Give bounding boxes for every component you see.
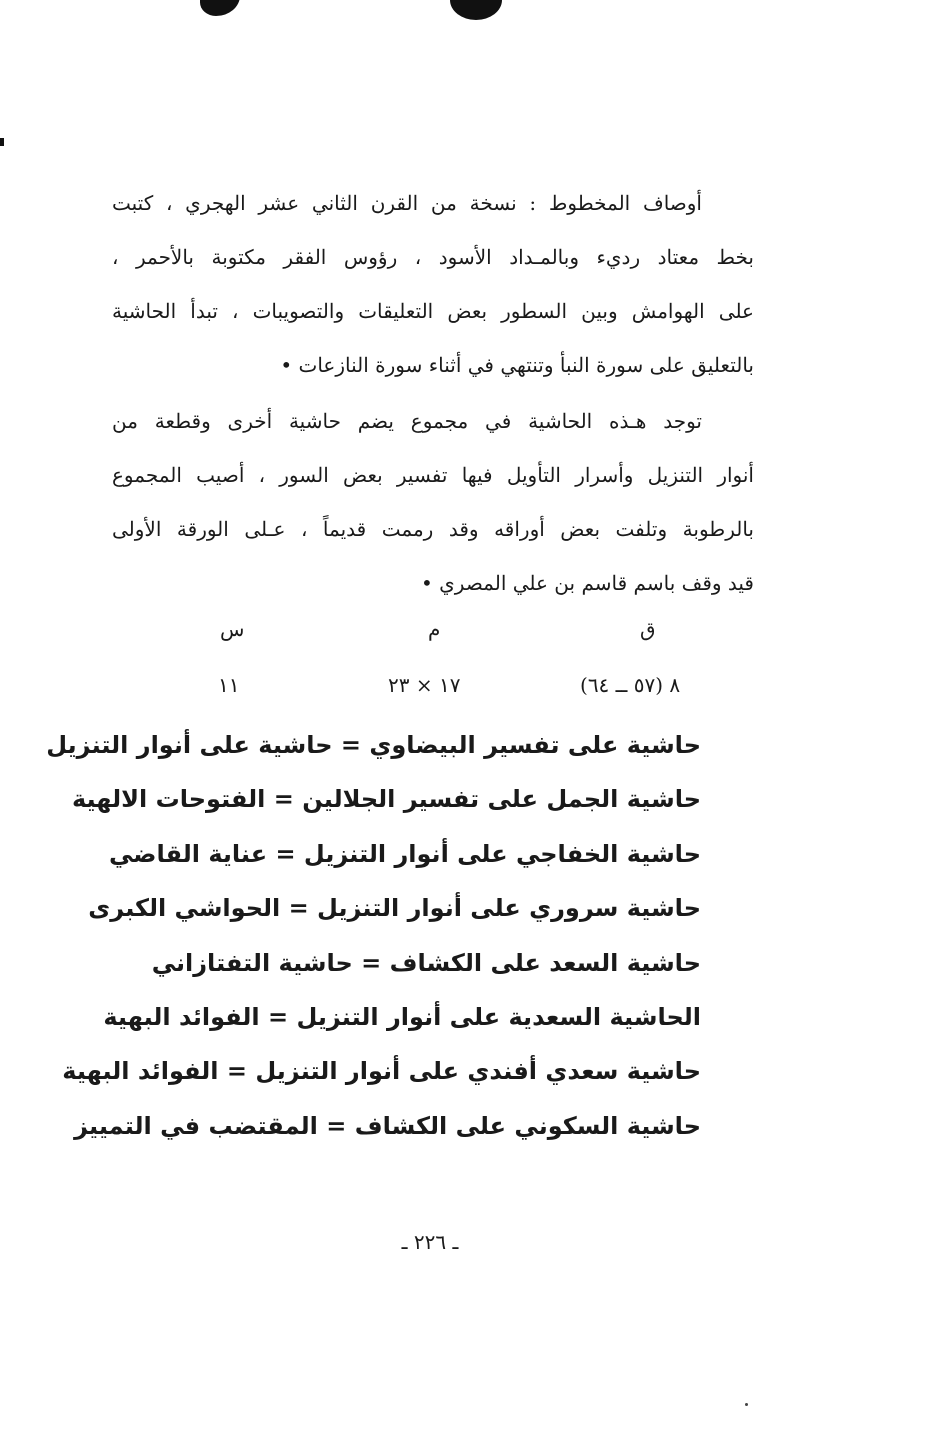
- title-entry: حاشية سعدي أفندي على أنوار التنزيل = الفوائد البهية: [62, 1057, 701, 1086]
- paragraph-line: بخط معتاد رديء وبالمـداد الأسود ، رؤوس الفقر مكتوبة بالأحمر ،: [112, 245, 755, 269]
- ink-blot-left: [200, 0, 240, 16]
- value-m: ١٧ × ٢٣: [388, 673, 461, 697]
- title-entry: حاشية سروري على أنوار التنزيل = الحواشي الكبرى: [88, 894, 701, 923]
- value-q: ٨ (٥٧ ــ ٦٤): [580, 673, 681, 697]
- paragraph-line: توجد هـذه الحاشية في مجموع يضم حاشية أخرى وقطعة من: [112, 409, 702, 433]
- manuscript-description-paragraph: [112, 176, 754, 392]
- title-entry: الحاشية السعدية على أنوار التنزيل = الفوائد البهية: [103, 1002, 701, 1031]
- page-number: ـ ٢٢٦ ـ: [401, 1230, 459, 1254]
- equivalent-titles-list: [46, 718, 701, 1153]
- paragraph-line: بالتعليق على سورة النبأ وتنتهي في أثناء سورة النازعات •: [280, 353, 754, 377]
- title-entry: حاشية الخفاجي على أنوار التنزيل = عناية القاضي: [108, 839, 701, 868]
- header-q: ق: [640, 617, 656, 641]
- paragraph-line: أنوار التنزيل وأسرار التأويل فيها تفسير بعض السور ، أصيب المجموع: [112, 463, 754, 487]
- paragraph-line: بالرطوبة وتلفت بعض أوراقه وقد رممت قديماً ، عـلى الورقة الأولى: [112, 517, 754, 541]
- title-entry: حاشية على تفسير البيضاوي = حاشية على أنوار التنزيل: [46, 731, 701, 759]
- paragraph-line: على الهوامش وبين السطور بعض التعليقات والتصويبات ، تبدأ الحاشية: [112, 299, 754, 323]
- value-s: ١١: [218, 673, 240, 697]
- title-entry: حاشية السعد على الكشاف = حاشية التفتازاني: [151, 948, 701, 977]
- header-s: س: [220, 617, 245, 641]
- paragraph-line: قيد وقف باسم قاسم بن علي المصري •: [420, 571, 754, 595]
- title-entry: حاشية الجمل على تفسير الجلالين = الفتوحات الالهية: [71, 785, 701, 814]
- title-entry: حاشية السكوني على الكشاف = المقتضب في التمييز: [74, 1111, 701, 1140]
- manuscript-location-paragraph: [112, 394, 754, 610]
- corner-dot: [745, 1403, 748, 1406]
- paragraph-line: أوصاف المخطوط : نسخة من القرن الثاني عشر الهجري ، كتبت: [112, 191, 702, 215]
- edge-mark: [0, 138, 4, 146]
- header-m: م: [428, 617, 441, 641]
- ink-blot-right: [450, 0, 502, 20]
